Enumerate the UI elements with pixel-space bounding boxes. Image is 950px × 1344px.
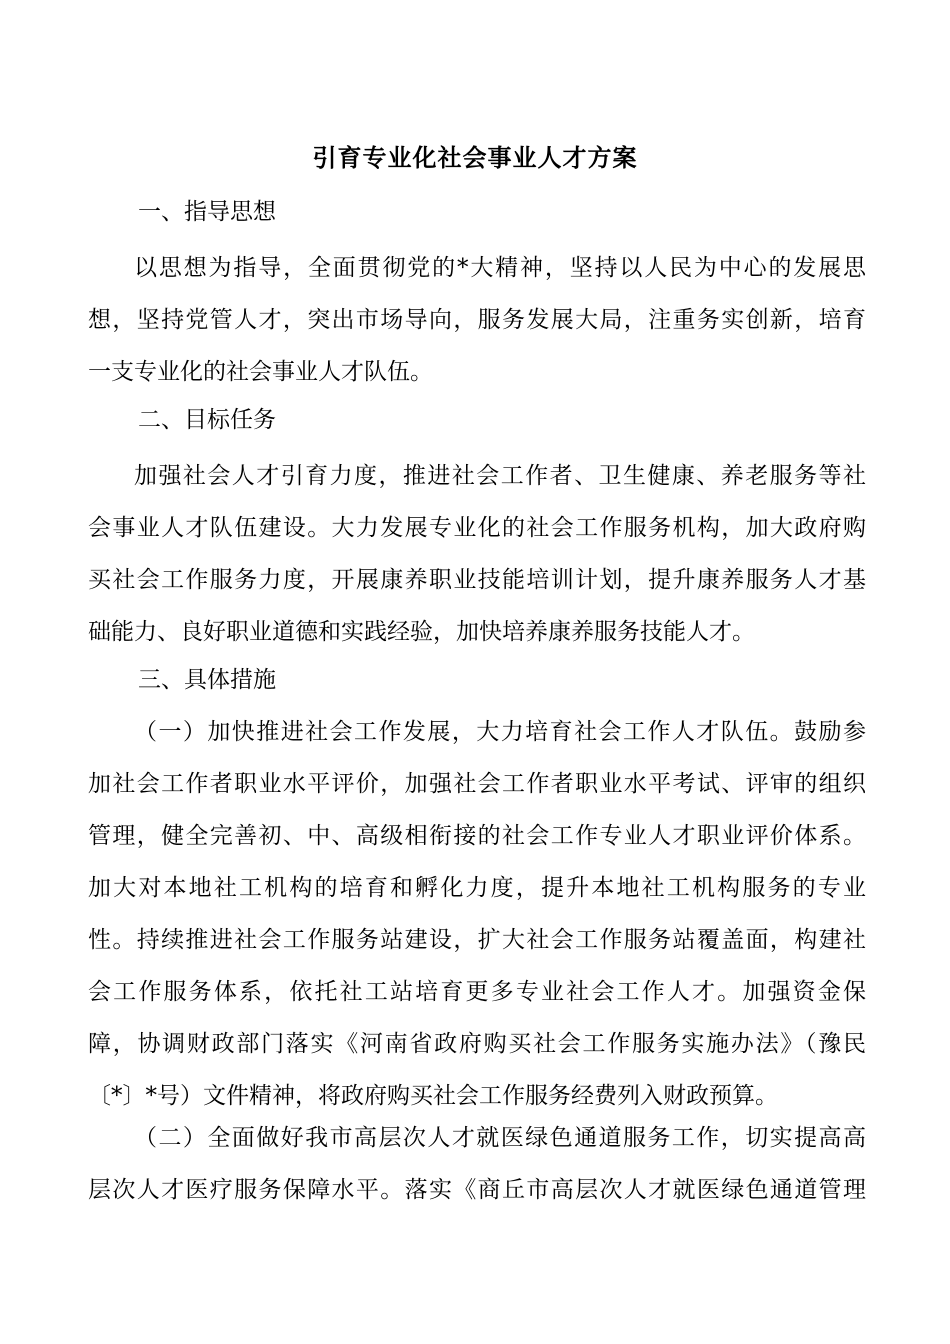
paragraph-line: 想，坚持党管人才，突出市场导向，服务发展大局，注重务实创新，培育 bbox=[88, 307, 866, 333]
paragraph-line: 加强社会人才引育力度，推进社会工作者、卫生健康、养老服务等社 bbox=[134, 463, 866, 489]
paragraph-line: （二）全面做好我市高层次人才就医绿色通道服务工作，切实提高高 bbox=[134, 1125, 866, 1151]
paragraph-line: 加大对本地社工机构的培育和孵化力度，提升本地社工机构服务的专业 bbox=[88, 875, 866, 901]
paragraph-line: 买社会工作服务力度，开展康养职业技能培训计划，提升康养服务人才基 bbox=[88, 567, 866, 593]
section-body-measures-2 bbox=[88, 1112, 866, 1216]
section-body-guiding-thought bbox=[88, 242, 866, 398]
section-heading-measures: 三、具体措施 bbox=[138, 667, 276, 693]
paragraph-line: 障，协调财政部门落实《河南省政府购买社会工作服务实施办法》（豫民 bbox=[88, 1031, 866, 1057]
paragraph-line: （一）加快推进社会工作发展，大力培育社会工作人才队伍。鼓励参 bbox=[134, 719, 866, 745]
paragraph-line: 会工作服务体系，依托社工站培育更多专业社会工作人才。加强资金保 bbox=[88, 979, 866, 1005]
paragraph-line: 管理，健全完善初、中、高级相衔接的社会工作专业人才职业评价体系。 bbox=[88, 823, 866, 849]
document-title: 引育专业化社会事业人才方案 bbox=[312, 143, 638, 172]
paragraph-line: 以思想为指导，全面贯彻党的*大精神，坚持以人民为中心的发展思 bbox=[134, 255, 866, 281]
section-body-measures-1 bbox=[88, 706, 866, 1122]
paragraph-line: 〔*〕*号）文件精神，将政府购买社会工作服务经费列入财政预算。 bbox=[88, 1083, 778, 1109]
paragraph-line: 性。持续推进社会工作服务站建设，扩大社会工作服务站覆盖面，构建社 bbox=[88, 927, 866, 953]
paragraph-line: 加社会工作者职业水平评价，加强社会工作者职业水平考试、评审的组织 bbox=[88, 771, 866, 797]
paragraph-line: 一支专业化的社会事业人才队伍。 bbox=[88, 359, 433, 385]
paragraph-line: 层次人才医疗服务保障水平。落实《商丘市高层次人才就医绿色通道管理 bbox=[88, 1177, 866, 1203]
section-body-objectives bbox=[88, 450, 866, 658]
section-heading-guiding-thought: 一、指导思想 bbox=[138, 199, 276, 225]
paragraph-line: 会事业人才队伍建设。大力发展专业化的社会工作服务机构，加大政府购 bbox=[88, 515, 866, 541]
paragraph-line: 础能力、良好职业道德和实践经验，加快培养康养服务技能人才。 bbox=[88, 619, 755, 645]
section-heading-objectives: 二、目标任务 bbox=[138, 407, 276, 433]
